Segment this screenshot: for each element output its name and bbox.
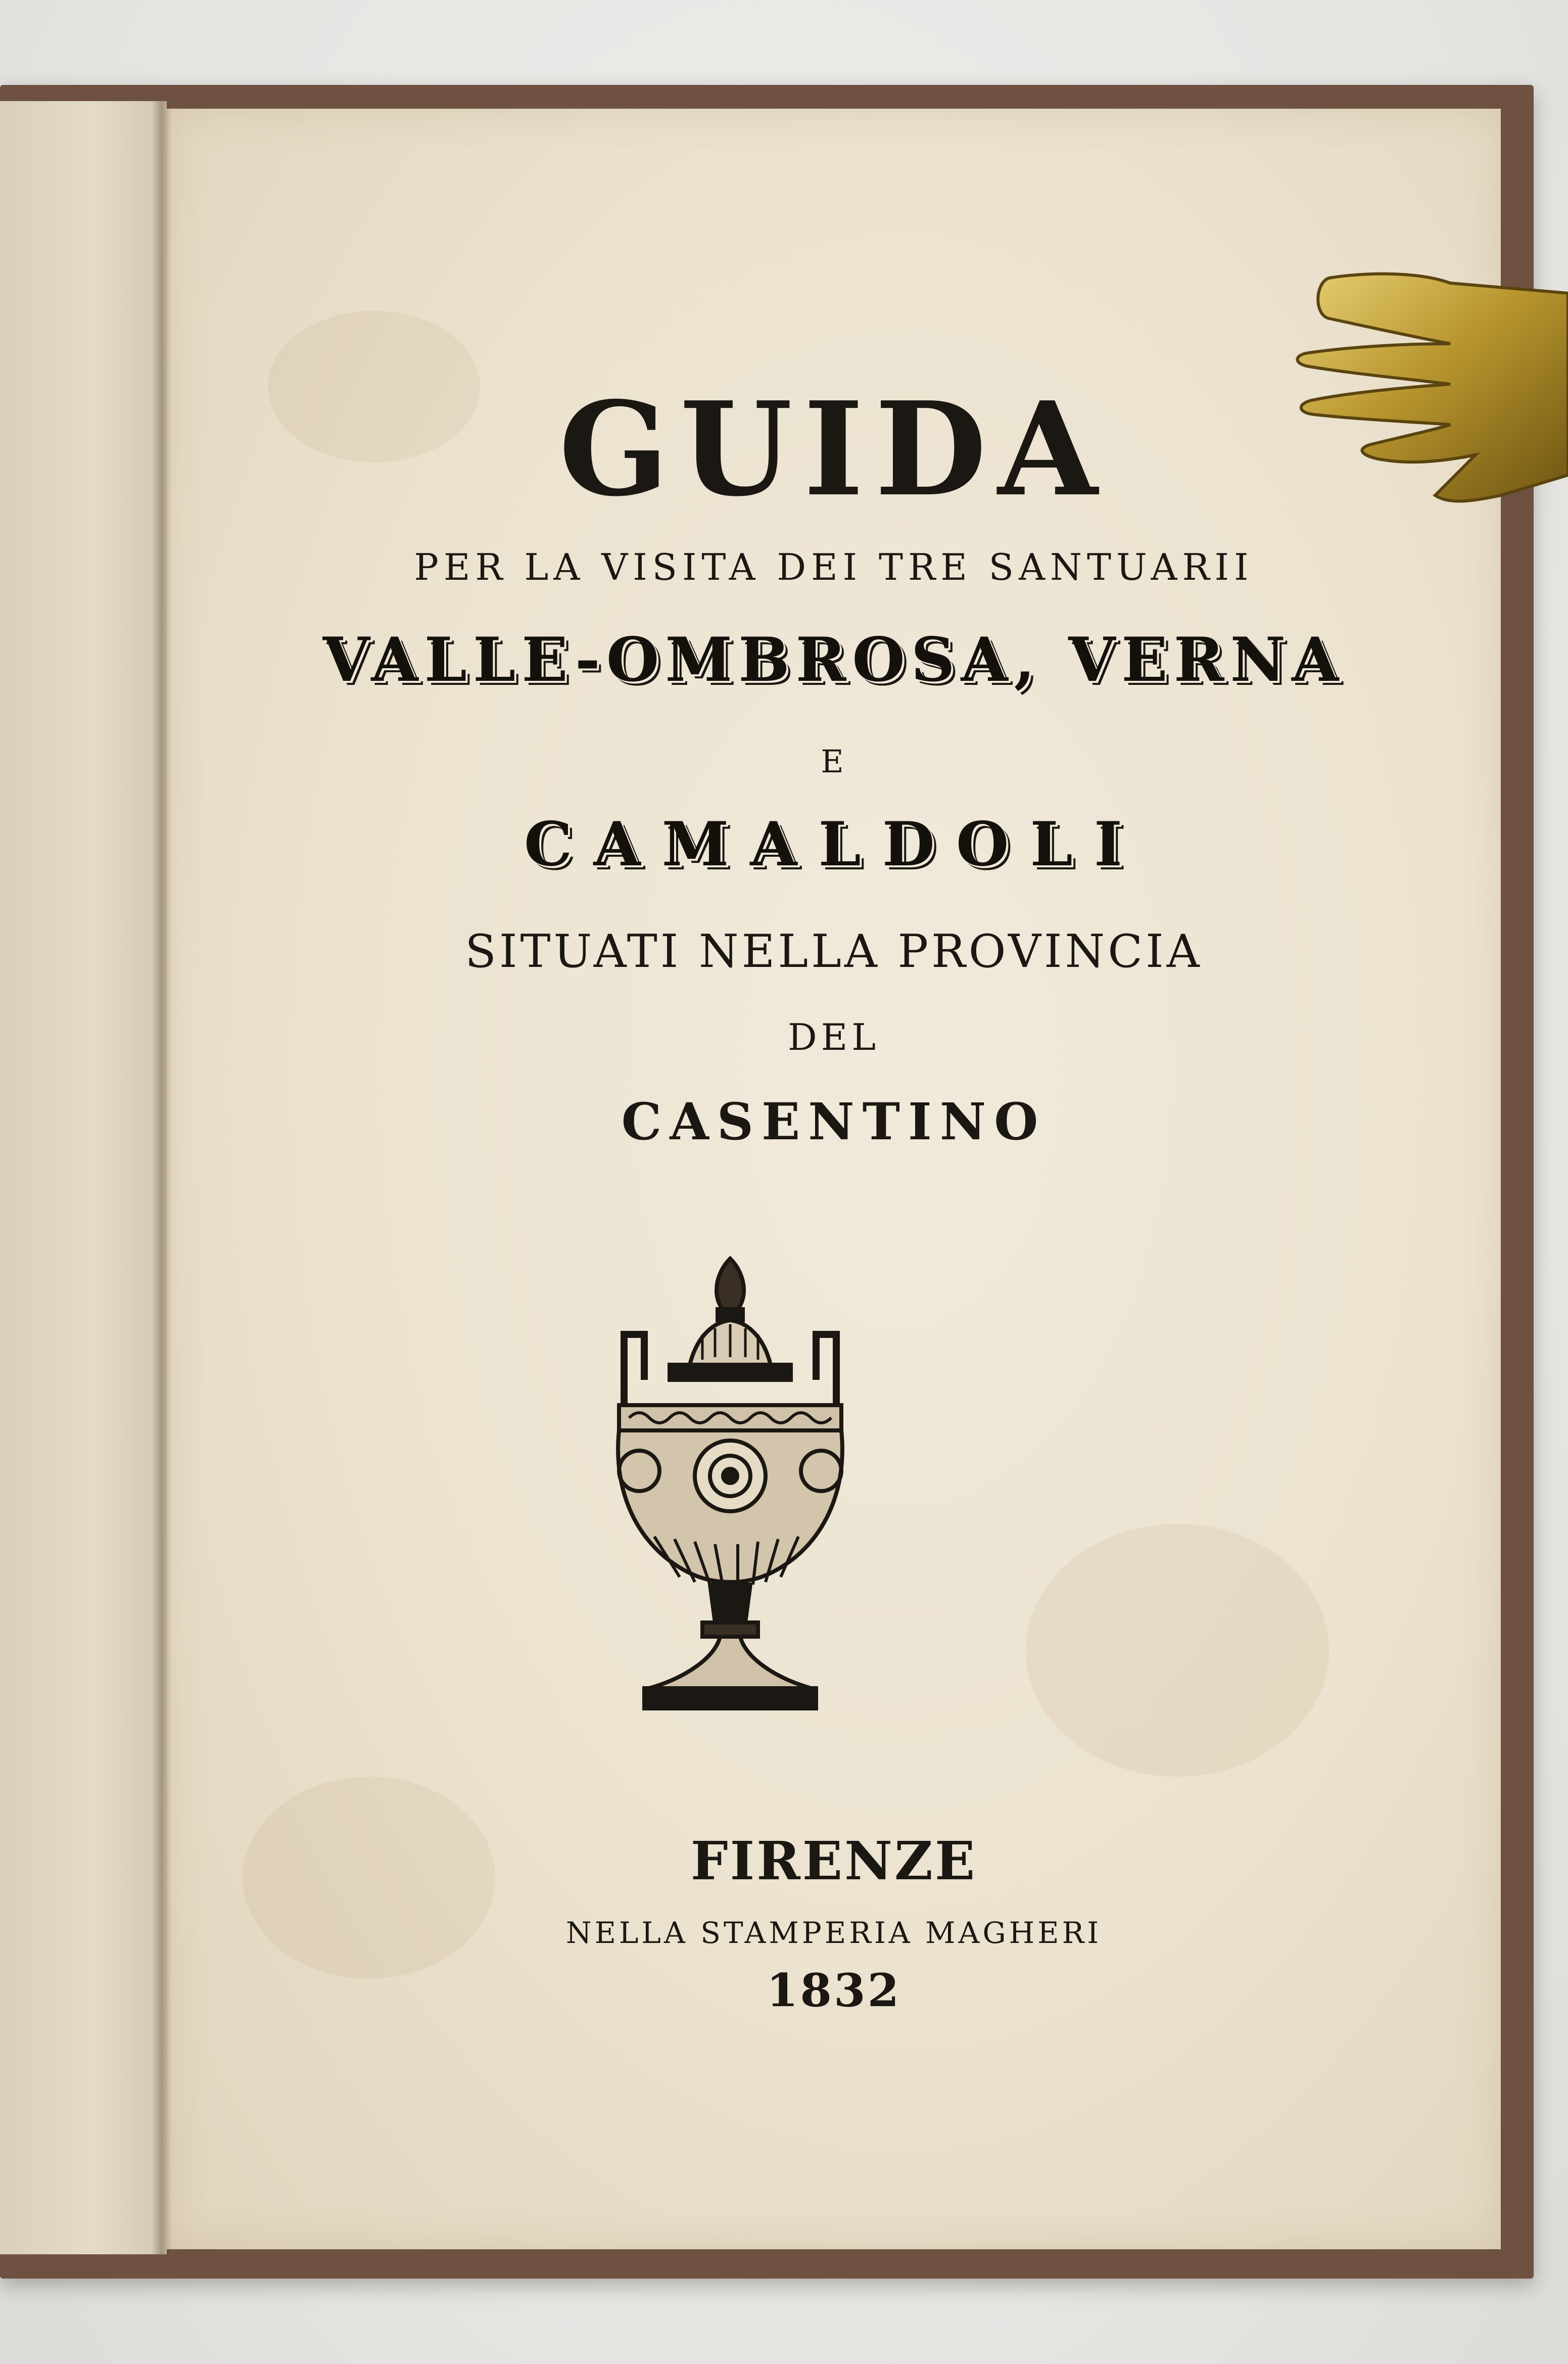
sanctuaries-line: VALLE-OMBROSA, VERNA xyxy=(322,624,1345,696)
imprint-year: 1832 xyxy=(766,1964,901,2017)
province-name: CASENTINO xyxy=(621,1092,1047,1151)
conjunction: E xyxy=(821,743,847,780)
book-subtitle: PER LA VISITA DEI TRE SANTUARII xyxy=(414,546,1254,588)
facing-page-edge xyxy=(0,101,167,2254)
book-title: GUIDA xyxy=(558,374,1109,525)
imprint-printer: NELLA STAMPERIA MAGHERI xyxy=(565,1916,1102,1950)
third-sanctuary: CAMALDOLI xyxy=(524,809,1144,880)
urn-vignette-icon xyxy=(609,1254,851,1724)
of-line: DEL xyxy=(787,1016,880,1058)
location-line: SITUATI NELLA PROVINCIA xyxy=(465,925,1203,978)
brass-hand-clip-icon xyxy=(1284,263,1568,526)
foxing-stain xyxy=(1026,1524,1329,1777)
imprint-city: FIRENZE xyxy=(690,1830,977,1892)
